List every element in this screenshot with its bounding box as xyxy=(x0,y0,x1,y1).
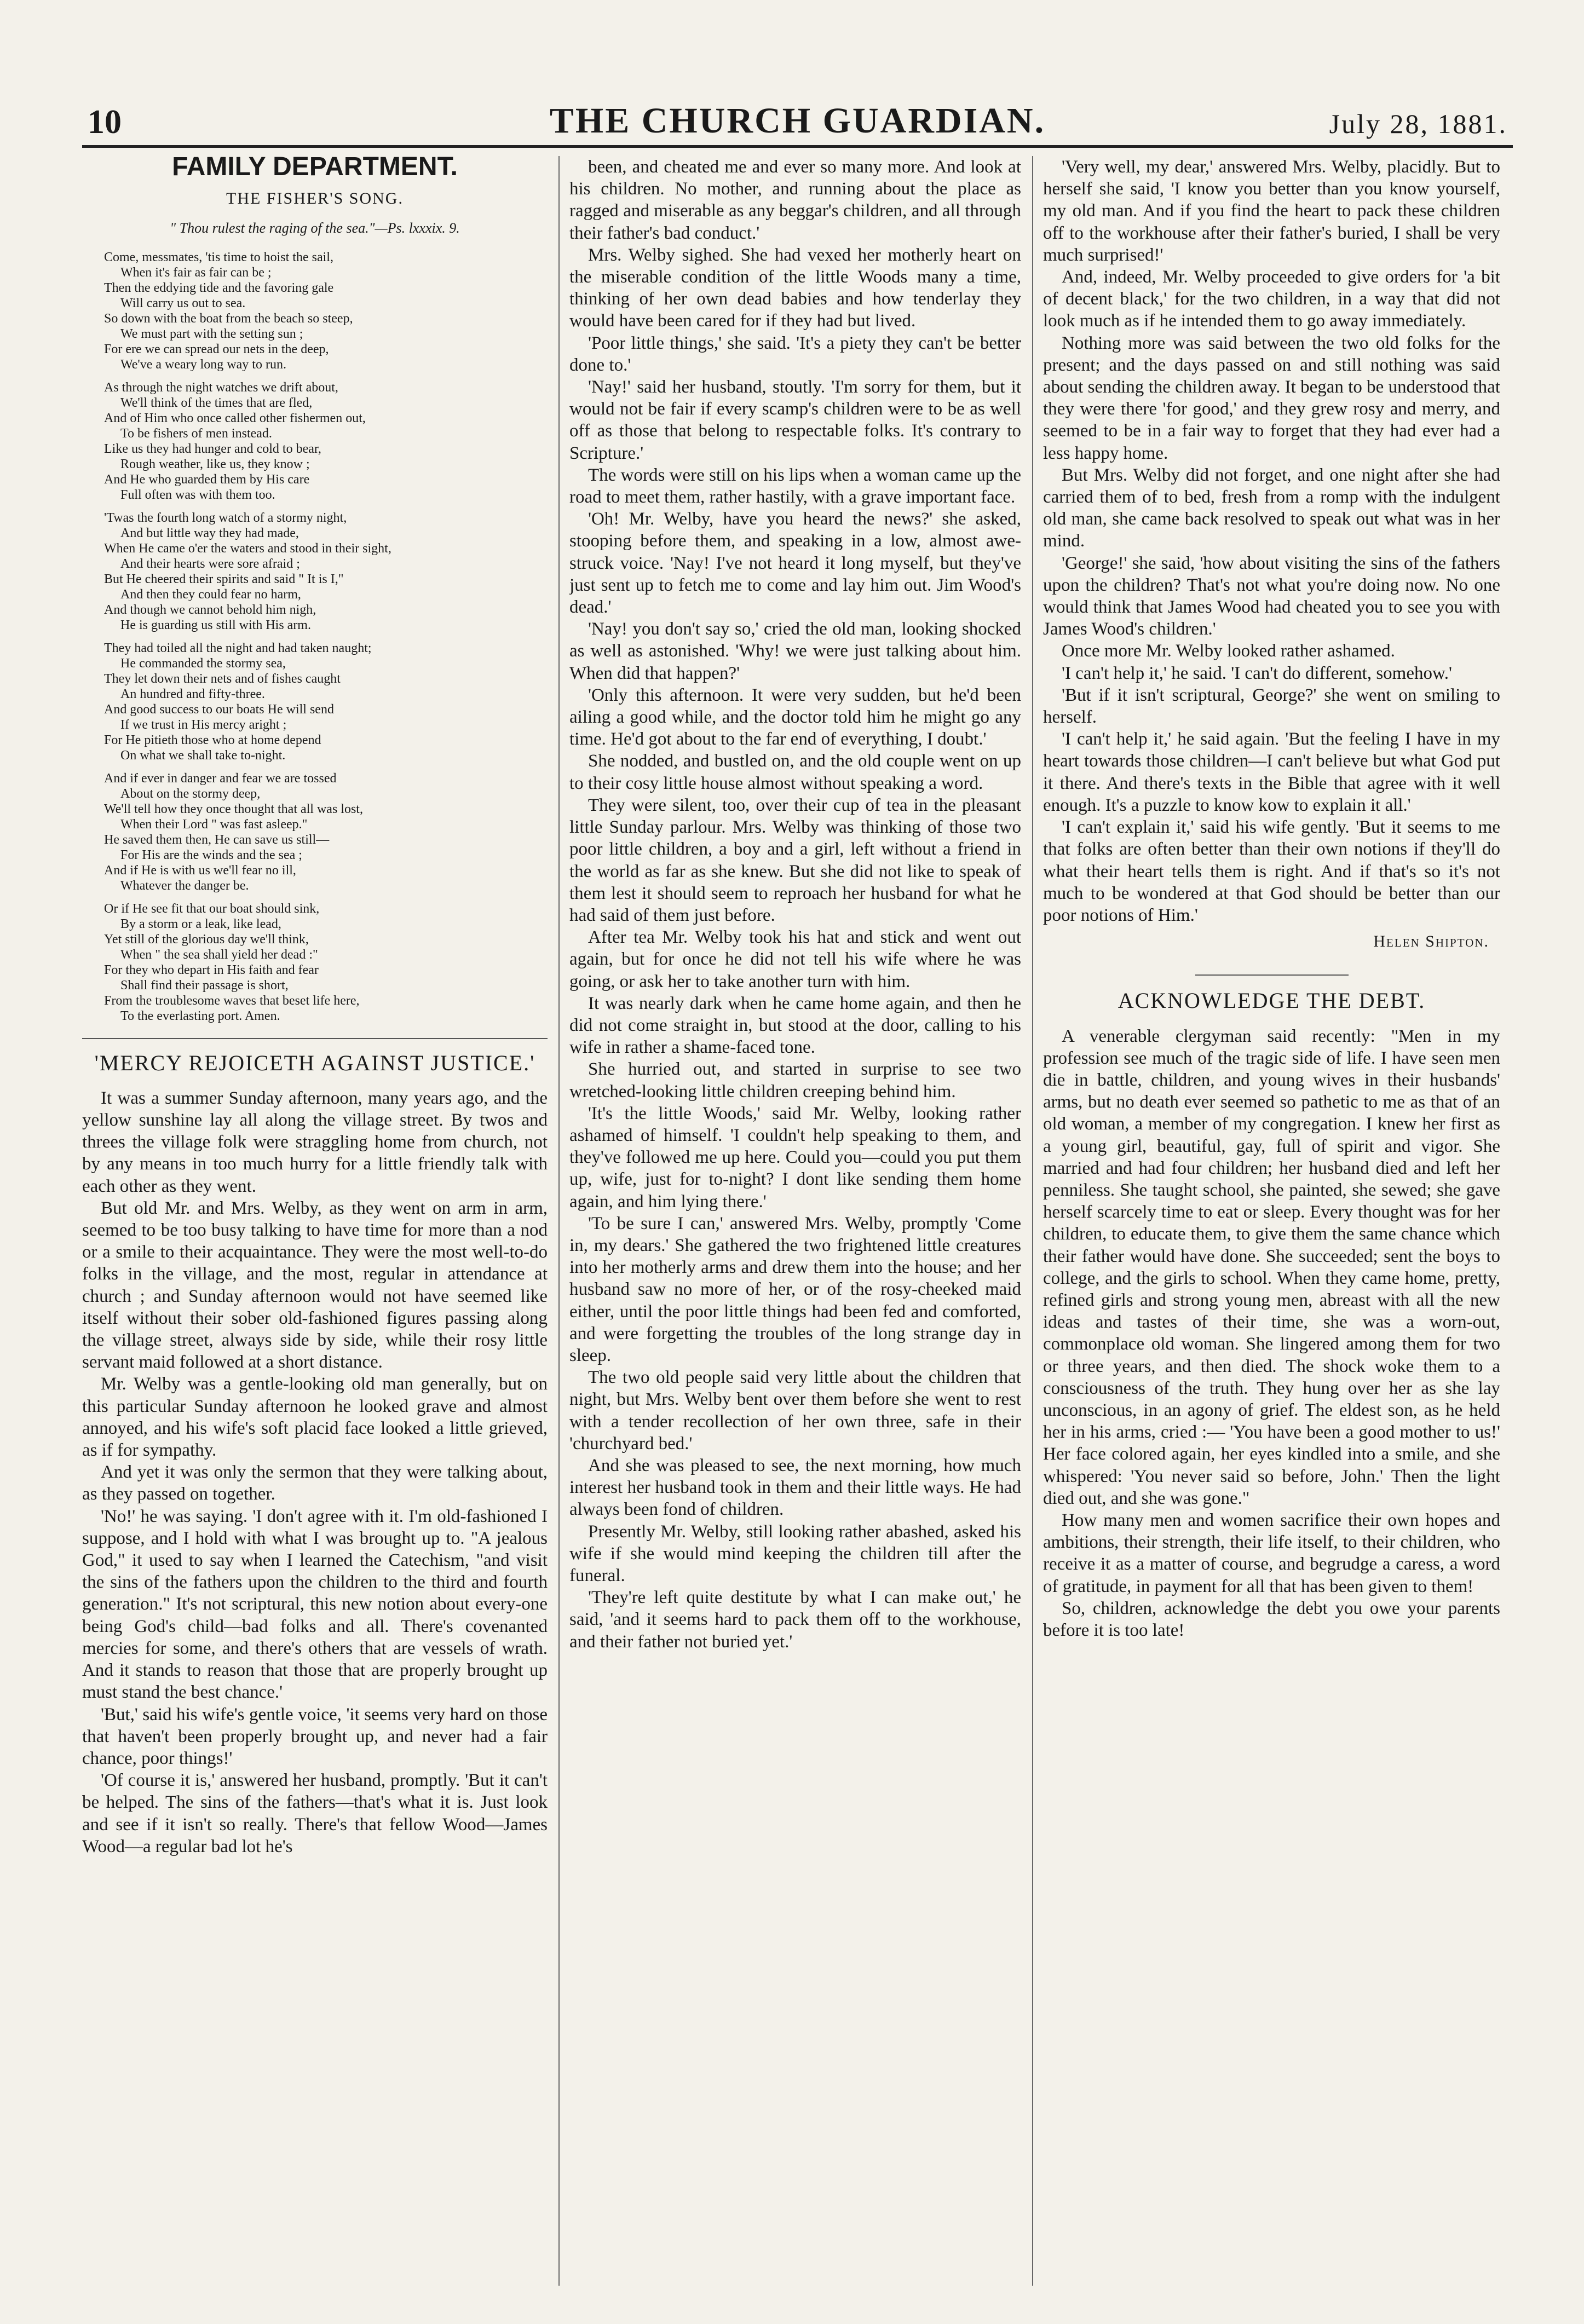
paragraph: How many men and women sacrifice their own hopes and ambitions, their strength, their life itself, to their children, who receive it as a matter of course, and begrudge a caress, a word of gratitude, in payment for all that has been given to them! xyxy=(1043,1510,1500,1596)
paragraph: She nodded, and bustled on, and the old couple went on up to their cosy little house almost without speaking a word. xyxy=(569,751,1021,793)
paragraph: 'No!' he was saying. 'I don't agree with it. I'm old-fashioned I suppose, and I hold with what I was brought up to. "A jealous God," it used to say when I learned the Catechism, "and visit the sins of the fathers upon the children to the third and fourth generation." It's not scriptural, this new notion about every-one being God's child—bad folks and all. There's covenanted mercies for some, and there's others that are vessels of wrath. And it stands to reason that those that are properly brought up must stand the best chance.' xyxy=(82,1506,548,1703)
paragraph: And, indeed, Mr. Welby proceeded to give orders for 'a bit of decent black,' for the two children, in a way that did not look much as if he intended them to go away immediately. xyxy=(1043,267,1500,331)
poem-line: They had toiled all the night and had taken naught; xyxy=(104,641,372,655)
poem-line: So down with the boat from the beach so steep, xyxy=(104,311,353,326)
poem-line: Or if He see fit that our boat should sink, xyxy=(104,901,320,916)
poem-line: Shall find their passage is short, xyxy=(120,978,289,993)
paragraph: 'Nay!' said her husband, stoutly. 'I'm sorry for them, but it would not be fair if every scamp's children were to be as well off as those that belong to respectable folks. It's contrary to Scripture.' xyxy=(569,377,1021,463)
paragraph: And yet it was only the sermon that they were talking about, as they passed on together. xyxy=(82,1462,548,1504)
poem-line: And but little way they had made, xyxy=(120,526,299,540)
poem-line: For His are the winds and the sea ; xyxy=(120,847,302,862)
page-number: 10 xyxy=(88,103,122,141)
poem-line: He is guarding us still with His arm. xyxy=(120,618,311,632)
paragraph: 'But,' said his wife's gentle voice, 'it seems very hard on those that haven't been properly brought up, and never had a fair chance, poor things!' xyxy=(82,1704,548,1768)
paragraph: So, children, acknowledge the debt you owe your parents before it is too late! xyxy=(1043,1598,1500,1640)
paragraph: Mrs. Welby sighed. She had vexed her motherly heart on the miserable condition of the little Woods many a time, thinking of her own dead babies and how tenderlay they would have been cared for if they had but lived. xyxy=(569,245,1021,331)
poem-line: An hundred and fifty-three. xyxy=(120,687,265,701)
poem-line: And of Him who once called other fishermen out, xyxy=(104,411,366,425)
poem-line: They let down their nets and of fishes caught xyxy=(104,671,341,686)
poem-line: When their Lord " was fast asleep." xyxy=(120,817,308,832)
paragraph: 'I can't help it,' he said. 'I can't do different, somehow.' xyxy=(1062,663,1452,683)
poem-stanza xyxy=(104,380,548,503)
column-3 xyxy=(1043,156,1500,2286)
paragraph: 'Of course it is,' answered her husband, promptly. 'But it can't be helped. The sins of the fathers—that's what it is. Just look and see if it isn't so really. There's that fellow Wood—James Wood—a regular bad lot he's xyxy=(82,1771,548,1856)
paragraph: They were silent, too, over their cup of tea in the pleasant little Sunday parlour. Mrs. Welby was thinking of those two poor little children, a boy and a girl, left without a friend in the world as far as she knew. But she did not like to speak of them lest it should seem to reproach her husband for what he had said of them just before. xyxy=(569,795,1021,925)
poem-line: Yet still of the glorious day we'll think, xyxy=(104,932,309,947)
paragraph: 'To be sure I can,' answered Mrs. Welby, promptly 'Come in, my dears.' She gathered the two frightened little creatures into her motherly arms and drew them into the house; and her husband saw no more of her, or of the rosy-cheeked maid either, until the poor little things had been fed and comforted, and were forgetting the troubles of the long strange day in sleep. xyxy=(569,1213,1021,1365)
paragraph: 'Nay! you don't say so,' cried the old man, looking shocked as well as astonished. 'Why! we were just talking about him. When did that happen?' xyxy=(569,619,1021,683)
poem-line: 'Twas the fourth long watch of a stormy night, xyxy=(104,510,347,525)
poem-line: When it's fair as fair can be ; xyxy=(120,265,272,280)
poem-line: About on the stormy deep, xyxy=(120,786,261,801)
paragraph: After tea Mr. Welby took his hat and stick and went out again, but for once he did not tell his wife where he was going, or ask her to take another turn with him. xyxy=(569,927,1021,991)
page-header xyxy=(82,101,1513,148)
poem-stanza xyxy=(104,771,548,893)
poem-line: We must part with the setting sun ; xyxy=(120,326,303,341)
poem-stanza xyxy=(104,510,548,633)
poem-line: Will carry us out to sea. xyxy=(120,296,246,310)
poem-line: For they who depart in His faith and fear xyxy=(104,962,319,977)
paragraph: It was a summer Sunday afternoon, many years ago, and the yellow sunshine lay all along the village street. By twos and threes the village folk were straggling home from church, not by any means in too much hurry for a little friendly talk with each other as they went. xyxy=(82,1088,548,1196)
story-title: 'MERCY REJOICETH AGAINST JUSTICE.' xyxy=(82,1038,548,1074)
newspaper-title: THE CHURCH GUARDIAN. xyxy=(549,101,1046,141)
paragraph: The two old people said very little about the children that night, but Mrs. Welby bent over them before she went to rest with a tender recollection of her own three, safe in their 'churchyard bed.' xyxy=(569,1368,1021,1454)
poem-title: THE FISHER'S SONG. xyxy=(226,189,404,208)
poem-line: And if He is with us we'll fear no ill, xyxy=(104,863,296,878)
paragraph: been, and cheated me and ever so many more. And look at his children. No mother, and running about the place as ragged and miserable as any beggar's children, and all through their father's bad conduct.' xyxy=(569,157,1021,243)
poem-line: And if ever in danger and fear we are tossed xyxy=(104,771,337,786)
poem-line: As through the night watches we drift about, xyxy=(104,380,338,395)
poem-line: For ere we can spread our nets in the deep, xyxy=(104,342,329,356)
issue-date: July 28, 1881. xyxy=(1329,108,1507,139)
poem-line: And He who guarded them by His care xyxy=(104,472,310,487)
poem-stanza xyxy=(104,641,548,763)
poem-line: He commanded the stormy sea, xyxy=(120,656,286,671)
column-rule xyxy=(1032,156,1033,2286)
story-text-col2 xyxy=(569,156,1021,1653)
paragraph: 'Oh! Mr. Welby, have you heard the news?' she asked, stooping before them, and speaking in a low, almost awe-struck voice. 'Nay! I've not heard it long myself, but they've just sent up to fetch me to come and lay him out. Jim Wood's dead.' xyxy=(569,509,1021,618)
paragraph: Presently Mr. Welby, still looking rather abashed, asked his wife if she would mind keeping the children till after the funeral. xyxy=(569,1521,1021,1585)
poem-line: He saved them then, He can save us still— xyxy=(104,832,330,847)
paragraph: 'Poor little things,' she said. 'It's a piety they can't be better done to.' xyxy=(569,333,1021,375)
column-rule xyxy=(558,156,560,2286)
paragraph: It was nearly dark when he came home again, and then he did not come straight in, but stood at the door, calling to his wife in rather a shame-faced tone. xyxy=(569,993,1021,1058)
paragraph: 'George!' she said, 'how about visiting the sins of the fathers upon the children? That's not what you're doing now. No one would think that James Wood had cheated you to see you with James Wood's children.' xyxy=(1043,553,1500,639)
poem-line: If we trust in His mercy aright ; xyxy=(120,717,287,732)
author-signature: Helen Shipton. xyxy=(1373,932,1489,951)
poem-line: Like us they had hunger and cold to bear, xyxy=(104,441,321,456)
paragraph: 'They're left quite destitute by what I can make out,' he said, 'and it seems hard to pack them off to the workhouse, and their father not buried yet.' xyxy=(569,1588,1021,1652)
poem-line: From the troublesome waves that beset life here, xyxy=(104,993,360,1008)
paragraph: A venerable clergyman said recently: "Men in my profession see much of the tragic side of life. I have seen men die in battle, children, and young wives in their husbands' arms, but no death ever seemed so pathetic to me as that of an old woman, a member of my congregation. I knew her first as a young girl, beautiful, gay, full of spirit and vigor. She married and had four children; her husband died and left her penniless. She taught school, she painted, she sewed; she gave herself scarcely time to eat or sleep. Every thought was for her children, to educate them, to give them the same chance which their father would have done. She succeeded; sent the boys to college, and the girls to school. When they came home, pretty, refined girls and strong young men, abreast with all the new ideas and tastes of their time, she was a worn-out, commonplace old woman. She lingered among them for two or three years, and then died. The shock woke them to a consciousness of the truth. They hung over her as she lay unconscious, in an agony of grief. The eldest son, as he held her in his arms, cried :— 'You have been a good mother to us!' Her face colored again, her eyes kindled into a smile, and she whispered: 'You never said so before, John.' Then the light died out, and she was gone." xyxy=(1043,1026,1500,1508)
poem-line: We'll tell how they once thought that all was lost, xyxy=(104,801,363,816)
poem-line: Full often was with them too. xyxy=(120,487,275,502)
paragraph: Nothing more was said between the two old folks for the present; and the days passed on and still nothing was said about sending the children away. It began to be understood that they were there 'for good,' and they grew rosy and merry, and seemed to be in a fair way to forget that they had ever had a less happy home. xyxy=(1043,333,1500,463)
paragraph: But old Mr. and Mrs. Welby, as they went on arm in arm, seemed to be too busy talking to have time for more than a nod or a smile to their acquaintance. They were the most well-to-do folks in the village, and the most, regular in attendance at church ; and Sunday afternoon would not have seemed like itself without their sober old-fashioned figures passing along the village street, always side by side, while their rosy little servant maid followed at a short distance. xyxy=(82,1198,548,1373)
paragraph: She hurried out, and started in surprise to see two wretched-looking little children creeping behind him. xyxy=(569,1059,1021,1102)
column-2 xyxy=(569,156,1021,2286)
poem-line: We've a weary long way to run. xyxy=(120,357,286,372)
paragraph: And she was pleased to see, the next morning, how much interest her husband took in them and their little ways. He had always been fond of children. xyxy=(569,1455,1021,1520)
poem-epigraph: " Thou rulest the raging of the sea."—Ps. lxxxix. 9. xyxy=(170,220,460,237)
poem-line: To the everlasting port. Amen. xyxy=(120,1008,280,1023)
poem xyxy=(104,250,548,1024)
article-title: ACKNOWLEDGE THE DEBT. xyxy=(1118,988,1426,1013)
paragraph: Once more Mr. Welby looked rather ashamed. xyxy=(1062,641,1395,661)
divider xyxy=(1195,974,1349,976)
poem-line: Then the eddying tide and the favoring gale xyxy=(104,280,334,295)
poem-line: We'll think of the times that are fled, xyxy=(120,395,313,410)
poem-line: And good success to our boats He will send xyxy=(104,702,334,717)
poem-line: Come, messmates, 'tis time to hoist the sail, xyxy=(104,250,333,264)
paragraph: 'I can't explain it,' said his wife gently. 'But it seems to me that folks are often better than their own notions if they'll do what their heart tells them is right. And if that's so it's not much to be wondered at that God should be better than our poor notions of Him.' xyxy=(1043,817,1500,925)
poem-line: And then they could fear no harm, xyxy=(120,587,301,602)
debt-text xyxy=(1043,1025,1500,1642)
poem-line: For He pitieth those who at home depend xyxy=(104,733,321,747)
story-text-col1 xyxy=(82,1087,548,1858)
poem-stanza xyxy=(104,250,548,372)
paragraph: 'Very well, my dear,' answered Mrs. Welby, placidly. But to herself she said, 'I know you better than you know yourself, my old man. And if you find the heart to pack these children off to the workhouse after their father's buried, I shall be very much surprised!' xyxy=(1043,157,1500,265)
poem-line: But He cheered their spirits and said " It is I," xyxy=(104,572,344,586)
story-text-col3 xyxy=(1043,156,1500,926)
poem-line: When He came o'er the waters and stood in their sight, xyxy=(104,541,391,556)
poem-line: When " the sea shall yield her dead :" xyxy=(120,947,318,962)
column-1 xyxy=(82,156,548,2286)
paragraph: Mr. Welby was a gentle-looking old man generally, but on this particular Sunday afternoon he looked grave and almost annoyed, and his wife's soft placid face looked a little grieved, as if for sympathy. xyxy=(82,1374,548,1461)
paragraph: 'But if it isn't scriptural, George?' she went on smiling to herself. xyxy=(1043,685,1500,728)
paragraph: 'It's the little Woods,' said Mr. Welby, looking rather ashamed of himself. 'I couldn't help speaking to them, and they've followed me up here. Could you—could you put them up, wife, just for to-night? I dont like sending them home again, and him lying there.' xyxy=(569,1103,1021,1212)
poem-line: And though we cannot behold him nigh, xyxy=(104,602,316,617)
poem-line: Whatever the danger be. xyxy=(120,878,249,893)
poem-line: Rough weather, like us, they know ; xyxy=(120,457,310,471)
poem-line: By a storm or a leak, like lead, xyxy=(120,916,281,931)
poem-line: And their hearts were sore afraid ; xyxy=(120,556,300,571)
paragraph: 'I can't help it,' he said again. 'But the feeling I have in my heart towards those children—I can't believe but what God put it there. And there's texts in the Bible that agree with it well enough. It's a puzzle to know kow to explain it all.' xyxy=(1043,729,1500,815)
paragraph: 'Only this afternoon. It were very sudden, but he'd been ailing a good while, and the doctor told him he might go any time. He'd got about to the far end of everything, I doubt.' xyxy=(569,685,1021,749)
poem-line: On what we shall take to-night. xyxy=(120,748,286,763)
paragraph: The words were still on his lips when a woman came up the road to meet them, rather hastily, with a grave important face. xyxy=(569,465,1021,508)
poem-stanza xyxy=(104,901,548,1024)
paragraph: But Mrs. Welby did not forget, and one night after she had carried them of to bed, fresh from a romp with the indulgent old man, she came back resolved to speak out what was in her mind. xyxy=(1043,465,1500,551)
section-heading: FAMILY DEPARTMENT. xyxy=(172,156,458,181)
poem-line: To be fishers of men instead. xyxy=(120,426,272,441)
